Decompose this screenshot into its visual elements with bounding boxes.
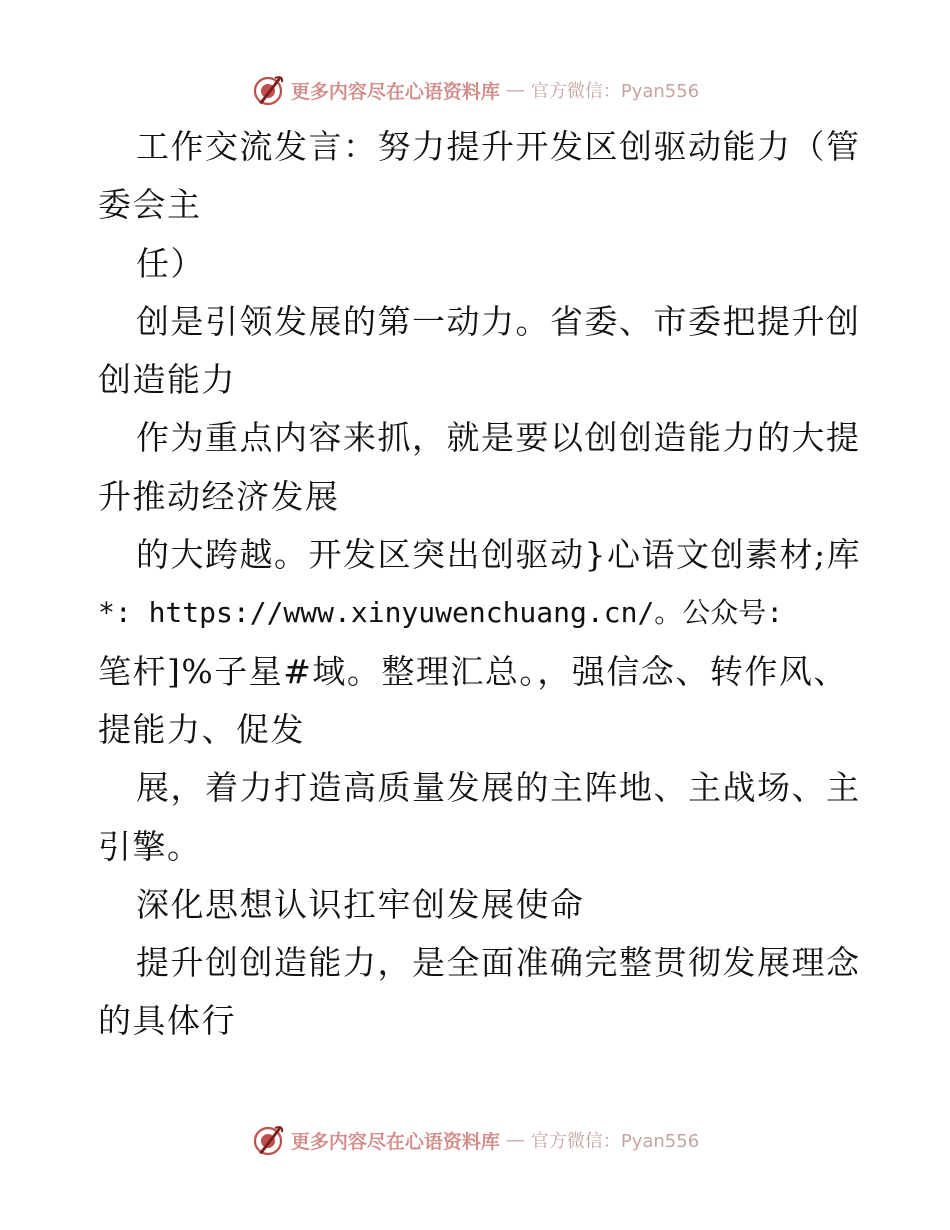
text-line: 的具体行 (98, 1001, 236, 1041)
text-line: 委会主 (98, 185, 202, 225)
watermark-main-text: 更多内容尽在心语资料库 (290, 1130, 500, 1153)
quill-logo-icon (251, 1123, 285, 1157)
text-line: 升推动经济发展 (98, 476, 340, 516)
watermark-wechat-text: 官方微信：Pyan556 (530, 81, 700, 102)
text-line: 笔杆]%子星#域。整理汇总。，强信念、转作风、 (98, 651, 848, 691)
text-line: 提升创创造能力，是全面准确完整贯彻发展理念 (136, 943, 861, 983)
quill-logo-icon (251, 73, 285, 107)
text-line-url: *: https://www.xinyuwenchuang.cn/。公众号: (98, 596, 784, 630)
text-line: 引擎。 (98, 826, 202, 866)
text-line: 创造能力 (98, 360, 236, 400)
watermark-wechat-text: 官方微信：Pyan556 (530, 1131, 700, 1152)
watermark-dash: — (505, 1129, 525, 1151)
text-line: 的大跨越。开发区突出创驱动}心语文创素材;库 (136, 535, 862, 575)
text-line: 提能力、促发 (98, 709, 305, 749)
watermark-main-text: 更多内容尽在心语资料库 (290, 80, 500, 103)
text-line: 展，着力打造高质量发展的主阵地、主战场、主 (136, 768, 861, 808)
watermark-dash: — (505, 79, 525, 101)
text-line: 工作交流发言：努力提升开发区创驱动能力（管 (136, 127, 861, 166)
text-line: 创是引领发展的第一动力。省委、市委把提升创 (136, 301, 861, 341)
footer-watermark (0, 1120, 950, 1160)
text-line: 作为重点内容来抓，就是要以创创造能力的大提 (136, 418, 861, 458)
header-watermark (0, 70, 950, 110)
text-line: 任） (136, 243, 205, 283)
section-heading: 深化思想认识扛牢创发展使命 (136, 884, 585, 924)
document-body (98, 118, 862, 1051)
